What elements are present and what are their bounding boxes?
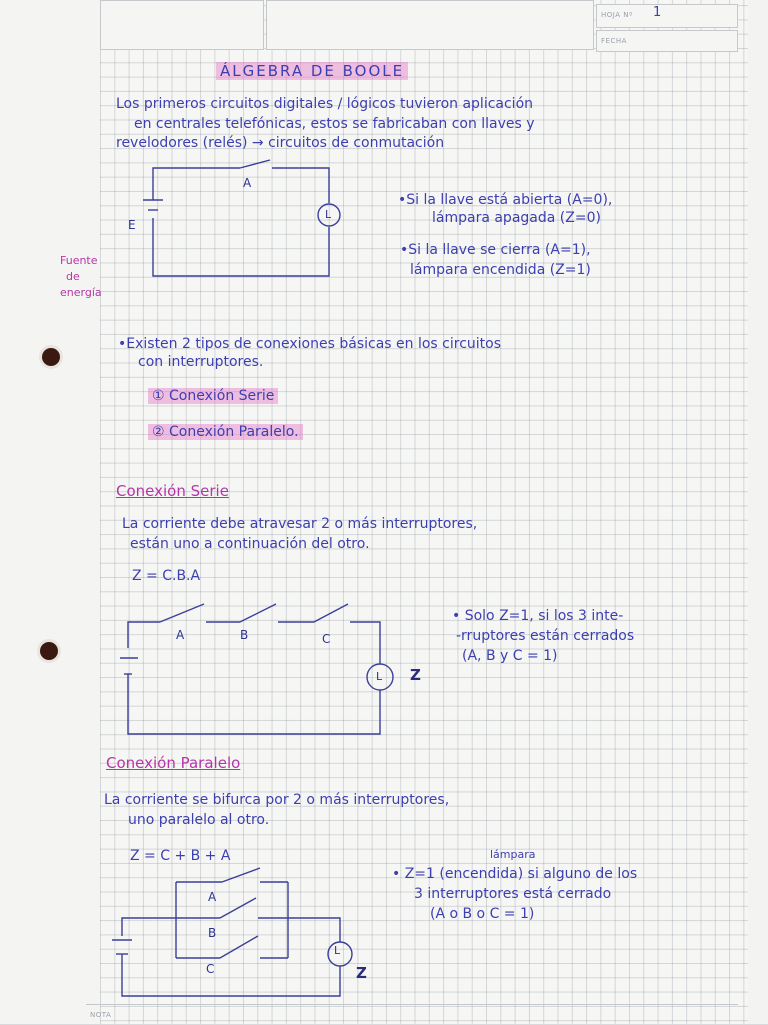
intro-line-3: revelodores (relés) → circuitos de conmutación: [116, 135, 445, 151]
paralelo-note-top: lámpara: [490, 848, 536, 861]
bullet-open-line-2: lámpara apagada (Z=0): [432, 210, 601, 226]
paralelo-line-2: uno paralelo al otro.: [128, 812, 270, 828]
serie-heading: Conexión Serie: [116, 482, 229, 500]
side-note-line-1: Fuente: [60, 254, 98, 267]
circuit1-battery-label: E: [128, 218, 136, 232]
bullet-closed-line-1: •Si la llave se cierra (A=1),: [400, 242, 591, 258]
simple-circuit-diagram: [110, 160, 350, 285]
header-box-left: [100, 0, 264, 50]
serie-switch-b-label: B: [240, 628, 249, 642]
paralelo-switch-c-label: C: [206, 962, 215, 976]
serie-note-line-1: • Solo Z=1, si los 3 inte-: [452, 608, 624, 624]
paralelo-line-1: La corriente se bifurca por 2 o más interruptores,: [104, 792, 450, 808]
serie-switch-a-label: A: [176, 628, 185, 642]
fecha-label: FECHA: [601, 37, 627, 45]
binder-hole-bottom: [40, 642, 58, 660]
nota-bar: [86, 1004, 738, 1025]
page-right-edge: [748, 0, 768, 1024]
serie-switch-c-label: C: [322, 632, 331, 646]
circuit1-lamp-label: L: [325, 208, 332, 221]
serie-note-line-3: (A, B y C = 1): [462, 648, 558, 664]
side-note-line-3: energía: [60, 286, 102, 299]
intro-line-1: Los primeros circuitos digitales / lógicos tuvieron aplicación: [116, 96, 534, 112]
nota-label: NOTA: [90, 1011, 112, 1019]
paralelo-switch-a-label: A: [208, 890, 217, 904]
paralelo-switch-b-label: B: [208, 926, 217, 940]
serie-lamp-label: L: [376, 670, 383, 683]
series-circuit-diagram: [118, 598, 388, 738]
serie-line-2: están uno a continuación del otro.: [130, 536, 370, 552]
circuit1-switch-label: A: [243, 176, 252, 190]
binder-hole-top: [42, 348, 60, 366]
types-item-1: ① Conexión Serie: [148, 388, 278, 404]
types-line-1: •Existen 2 tipos de conexiones básicas en los circuitos: [118, 336, 502, 352]
bullet-open-line-1: •Si la llave está abierta (A=0),: [398, 192, 613, 208]
bullet-closed-line-2: lámpara encendida (Z=1): [410, 262, 591, 278]
header-box-center: [266, 0, 594, 50]
page-title: ÁLGEBRA DE BOOLE: [216, 62, 408, 80]
paralelo-lamp-label: L: [334, 944, 341, 957]
paralelo-heading: Conexión Paralelo: [106, 754, 241, 772]
paralelo-note-line-1: • Z=1 (encendida) si alguno de los: [392, 866, 638, 882]
paralelo-note-line-2: 3 interruptores está cerrado: [414, 886, 612, 902]
serie-formula: Z = C.B.A: [132, 568, 201, 584]
types-line-2: con interruptores.: [138, 354, 264, 370]
intro-line-2: en centrales telefónicas, estos se fabricaban con llaves y: [134, 116, 535, 132]
paralelo-output-label: Z: [356, 964, 367, 982]
hoja-value: 1: [653, 5, 662, 20]
fecha-box: [596, 30, 738, 52]
page-margin: [0, 0, 100, 1024]
hoja-label: HOJA Nº: [601, 11, 633, 19]
types-item-2: ② Conexión Paralelo.: [148, 424, 303, 440]
serie-output-label: Z: [410, 666, 421, 684]
serie-line-1: La corriente debe atravesar 2 o más interruptores,: [122, 516, 478, 532]
hoja-box: [596, 4, 738, 28]
side-note-line-2: de: [66, 270, 80, 283]
paralelo-formula: Z = C + B + A: [130, 848, 231, 864]
serie-note-line-2: -rruptores están cerrados: [456, 628, 635, 644]
paralelo-note-line-3: (A o B o C = 1): [430, 906, 535, 922]
parallel-circuit-diagram: [110, 862, 370, 1002]
